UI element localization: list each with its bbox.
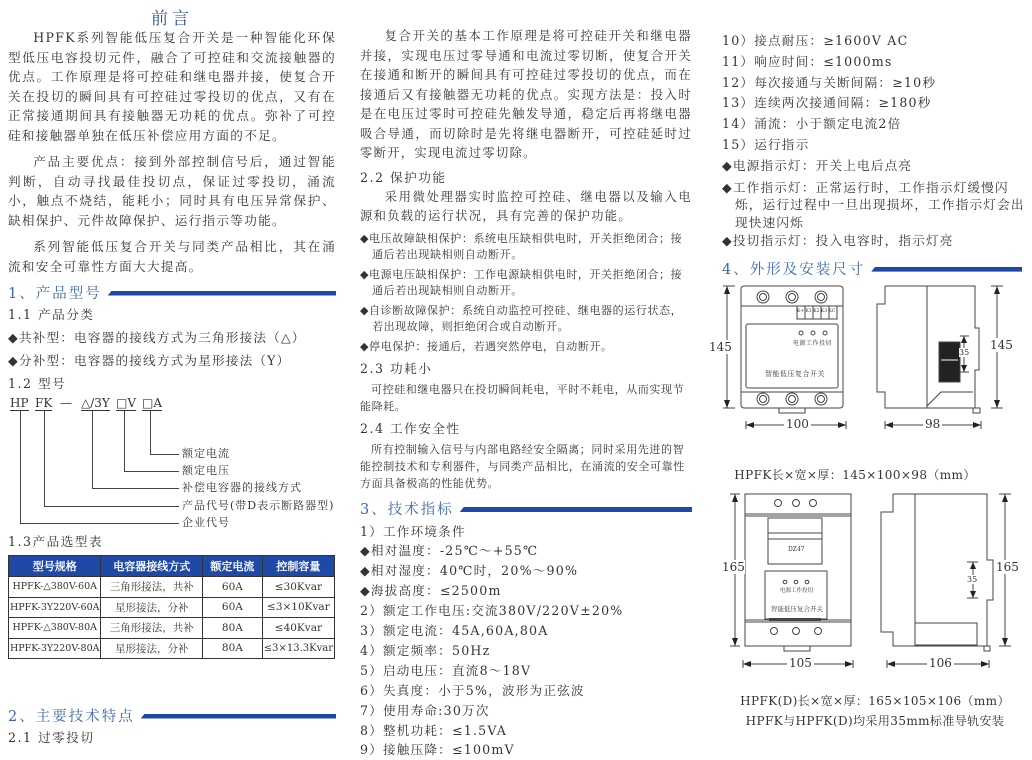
connector-line [124, 411, 125, 471]
rail-mount-note: HPFK与HPFK(D)均采用35mm标准导轨安装 [745, 714, 1005, 728]
table-row [9, 597, 335, 618]
label-company-code: 企业代号 [182, 516, 230, 529]
dim-width: 105 [789, 656, 812, 670]
diagram-hpfk-d [722, 490, 1025, 675]
section-2-heading [8, 704, 336, 726]
dim-depth: 98 [925, 417, 941, 431]
connector-line [20, 523, 179, 524]
dim-rail: 35 [959, 348, 970, 357]
section-3-heading-text: 3、技术指标 [360, 502, 454, 518]
spec-item: 4）额定频率：50Hz [360, 642, 491, 658]
dim-width: 100 [786, 417, 809, 431]
dim-height-side: 145 [990, 338, 1013, 352]
label-connection-method: 补偿电容器的接线方式 [182, 481, 302, 494]
spec-item: 8）整机功耗：≤1.5VA [360, 722, 508, 738]
connector-line [20, 411, 21, 523]
protection-item: ◆电压故障缺相保护：系统电压缺相供电时，开关拒绝闭合；接通后若出现缺相则自动断开。 [360, 231, 683, 261]
indicator-item: ◆工作指示灯：正常运行时，工作指示灯缓慢闪烁，运行过程中一旦出现损坏，工作指示灯会出现快速闪烁 [722, 179, 1025, 230]
connector-line [150, 454, 179, 455]
cell-capacity: ≤3×13.3Kvar [262, 638, 334, 659]
cell-current: 80A [202, 618, 262, 639]
cell-model: HPFK-△380V-80A [9, 618, 101, 639]
cell-model: HPFK-3Y220V-80A [9, 638, 101, 659]
label-rated-voltage: 额定电压 [182, 464, 230, 477]
spec-item: 14）涌流：小于额定电流2倍 [722, 116, 902, 132]
diagram-hpfk [705, 280, 1025, 430]
col-header-current: 额定电流 [202, 556, 262, 577]
panel-label: 智能低压复合开关 [765, 370, 825, 378]
spec-item: 15）运行指示 [722, 136, 810, 152]
spec-item: 10）接点耐压：≥1600V AC [722, 33, 909, 48]
spec-item: 9）接触压降：≤100mV [360, 742, 515, 758]
spec-item: 13）连续两次接通间隔：≥180秒 [722, 95, 932, 111]
sub-1-2-title: 1.2 型号 [8, 376, 67, 391]
section-1-heading-text: 1、产品型号 [8, 285, 102, 302]
spec-item: 12）每次接通与关断间隔：≥10秒 [722, 74, 937, 90]
cell-current: 60A [202, 577, 262, 598]
model-code-diagram [8, 394, 336, 529]
diagram-2-caption: HPFK(D)长×宽×厚：165×105×106（mm） [740, 694, 1010, 708]
label-product-code: 产品代号(带D表示断路器型) [182, 499, 335, 512]
cell-capacity: ≤30Kvar [262, 577, 334, 598]
dim-height-front: 145 [709, 340, 732, 354]
spec-item: ◆相对温度：-25℃～+55℃ [360, 543, 539, 559]
code-fk: FK [35, 396, 53, 410]
cell-connection: 星形接法，分补 [101, 597, 203, 618]
connector-line [44, 506, 179, 507]
spec-item: ◆相对湿度：40℃时，20%～90% [360, 563, 579, 579]
col-header-model: 型号规格 [9, 556, 101, 577]
col-header-connection: 电容器接线方式 [101, 556, 203, 577]
preface-paragraph-1: HPFK系列智能低压复合开关是一种智能化环保型低压电容投切元件，融合了可控硅和交流接触器的优点。工作原理是将可控硅和继电器并接，使复合开关在投切的瞬间具有可控硅过零投切的优点，又有在正常接通期间具有接触器无功耗的优点。弥补了可控硅和接触器单独在低压补偿应用方面的不足。 [8, 30, 336, 143]
preface-paragraph-3: 系列智能低压复合开关与同类产品相比，其在涌流和安全可靠性方面大大提高。 [8, 239, 336, 274]
code-dash: — [60, 396, 72, 410]
heading-bar [871, 267, 1022, 272]
cell-current: 60A [202, 597, 262, 618]
dim-rail: 35 [967, 575, 978, 584]
table-row [9, 638, 335, 659]
connector-line [44, 411, 45, 506]
column-1 [8, 0, 336, 748]
section-1-heading [8, 281, 336, 303]
connector-line [92, 488, 179, 489]
connector-line [92, 411, 93, 488]
cell-model: HPFK-3Y220V-60A [9, 597, 101, 618]
code-voltage: □V [116, 396, 137, 410]
dim-height-front: 165 [722, 560, 745, 574]
section-2-heading-text: 2、主要技术特点 [8, 708, 135, 725]
hpfk-outline-drawing [705, 280, 1025, 430]
connector-line [150, 411, 151, 454]
sub-1-1-title: 1.1 产品分类 [8, 307, 95, 322]
code-hp: HP [10, 396, 29, 410]
cell-current: 80A [202, 638, 262, 659]
spec-item: 11）响应时间：≤1000ms [722, 53, 893, 69]
indicator-label: 电源工作投切 [780, 588, 814, 594]
sub-2-1-title: 2.1 过零投切 [8, 730, 95, 745]
code-current: □A [142, 396, 163, 410]
code-connection: △/3Y [81, 396, 110, 410]
spec-item: 6）失真度：小于5%，波形为正弦波 [360, 682, 585, 698]
spec-item: 3）额定电流：45A,60A,80A [360, 623, 549, 639]
cell-connection: 三角形接法，共补 [101, 618, 203, 639]
heading-bar [460, 507, 692, 512]
spec-item: 7）使用寿命:30万次 [360, 702, 490, 718]
spec-item: 1）工作环境条件 [360, 523, 466, 539]
protection-item: ◆电源电压缺相保护：工作电源缺相供电时，开关拒绝闭合；接通后若出现缺相则自动断开。 [360, 267, 683, 297]
sub-1-3-title: 1.3产品选型表 [8, 534, 103, 549]
column-3 [722, 31, 1026, 279]
section-3-heading [360, 498, 692, 520]
label-rated-current: 额定电流 [182, 447, 230, 460]
selection-table [8, 555, 335, 659]
cell-capacity: ≤3×10Kvar [262, 597, 334, 618]
panel-label: 智能低压复合开关 [771, 605, 823, 613]
dim-height-side: 165 [996, 560, 1019, 574]
diagram-1-caption: HPFK长×宽×厚：145×100×98（mm） [734, 468, 976, 482]
connector-line [124, 471, 179, 472]
spec-item: 2）额定工作电压:交流380V/220V±20% [360, 603, 624, 619]
sub-2-4-title: 2.4 工作安全性 [360, 420, 461, 436]
preface-paragraph-2: 产品主要优点：接到外部控制信号后，通过智能判断，自动寻找最佳投切点，保证过零投切，涌流小，触点不烧结，能耗小；同时具有电压异常保护、缺相保护、元件故障保护、运行指示等功能。 [8, 154, 336, 228]
preface-title: 前言 [151, 9, 193, 29]
col-header-capacity: 控制容量 [262, 556, 334, 577]
table-row [9, 618, 335, 639]
cell-connection: 星形接法，分补 [101, 638, 203, 659]
cell-capacity: ≤40Kvar [262, 618, 334, 639]
indicator-item: ◆电源指示灯：开关上电后点亮 [722, 157, 913, 173]
heading-bar [108, 291, 336, 296]
indicator-item: ◆投切指示灯：投入电容时，指示灯亮 [722, 233, 954, 249]
section-4-heading [722, 257, 1022, 279]
zero-switching-text: 复合开关的基本工作原理是将可控硅开关和继电器并接，实现电压过零导通和电流过零切断，使复合开关在接通和断开的瞬间具有可控硅过零投切的优点，而在接通后又有接触器无功耗的优点。实现方法是：投入时是在电压过零时可控硅先触发导通，稳定后再将继电器吸合导通，而切除时是先将继电器断开，可控硅延时过零断开，实现电流过零切除。 [360, 29, 692, 160]
terminal-labels: K+ K1 K2 K3 KC [797, 309, 836, 314]
heading-bar [141, 714, 336, 719]
low-power-text: 可控硅和继电器只在投切瞬间耗电，平时不耗电，从而实现节能降耗。 [360, 382, 685, 413]
classification-item: ◆分补型：电容器的接线方式为星形接法（Y） [8, 353, 291, 368]
protection-item: ◆停电保护：接通后，若遇突然停电，自动断开。 [360, 339, 613, 353]
cell-model: HPFK-△380V-60A [9, 577, 101, 598]
cell-connection: 三角形接法，共补 [101, 577, 203, 598]
protection-item: ◆自诊断故障保护：系统自动监控可控硅、继电器的运行状态，若出现故障，则拒绝闭合或自动断开。 [360, 303, 683, 333]
spec-item: ◆海拔高度：≤2500m [360, 583, 502, 599]
breaker-label: DZ47 [788, 546, 805, 553]
sub-2-2-title: 2.2 保护功能 [360, 169, 447, 185]
section-4-heading-text: 4、外形及安装尺寸 [722, 261, 866, 278]
sub-2-3-title: 2.3 功耗小 [360, 360, 433, 376]
table-row [9, 577, 335, 598]
spec-item: 5）启动电压：直流8～18V [360, 662, 532, 678]
safety-text: 所有控制输入信号与内部电路经安全隔离；同时采用先进的智能控制技术和专利器件，与同类产品相比，在涌流的安全可靠性方面具备极高的性能优势。 [360, 442, 685, 490]
dim-depth: 106 [929, 656, 952, 670]
column-2 [360, 27, 692, 760]
hpfk-d-outline-drawing [725, 490, 1025, 675]
indicator-label: 电源工作投切 [793, 340, 833, 347]
classification-item: ◆共补型：电容器的接线方式为三角形接法（△） [8, 330, 306, 345]
protection-intro: 采用微处理器实时监控可控硅、继电器以及输入电源和负载的运行状况，具有完善的保护功能。 [360, 189, 692, 223]
